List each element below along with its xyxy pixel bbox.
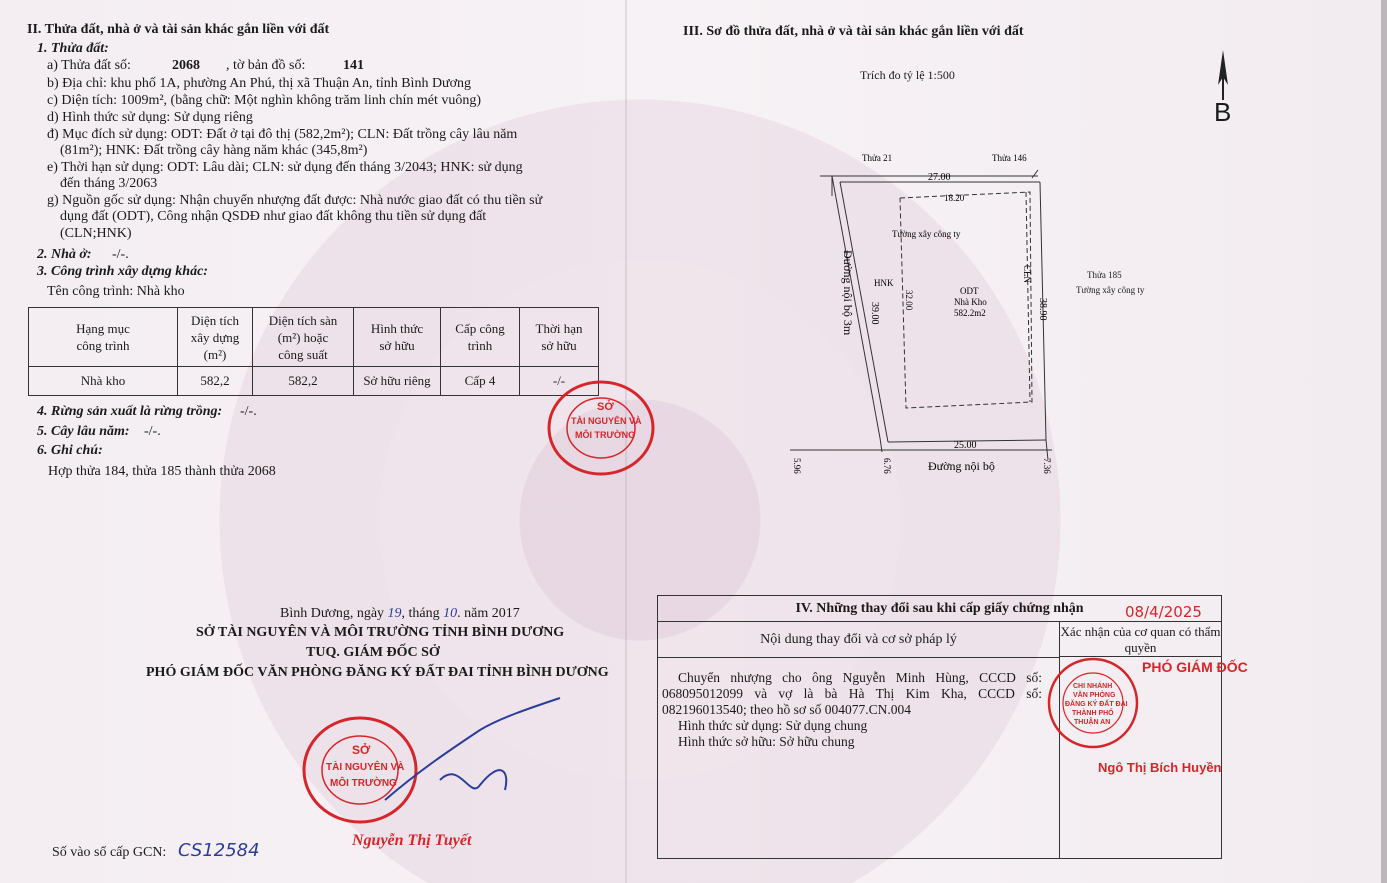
label-dim-right: 38.90: [1037, 298, 1048, 321]
changes-col-content: Nội dung thay đổi và cơ sở pháp lý: [658, 622, 1060, 658]
header-build-area: Diện tích xây dựng (m²): [190, 312, 240, 362]
stamp-2-line-1: SỞ: [352, 743, 371, 757]
header-cell: [29, 308, 178, 367]
date-day: 19: [387, 606, 402, 621]
label-736: 7.36: [1042, 458, 1052, 474]
header-cell: [178, 308, 253, 367]
header-cell: [520, 308, 599, 367]
area: c) Diện tích: 1009m², (bằng chữ: Một nghìn không trăm linh chín mét vuông): [47, 93, 482, 108]
label-road-bottom: Đường nội bộ: [928, 459, 995, 473]
sign-title: PHÓ GIÁM ĐỐC VĂN PHÒNG ĐĂNG KÝ ĐẤT ĐAI TỈNH BÌNH DƯƠNG: [146, 665, 609, 680]
parcel-no: 2068: [172, 58, 200, 73]
label-dim-bottom: 25.00: [954, 440, 977, 451]
label-road-left: Đường nội bộ 3m: [841, 250, 855, 336]
term-2: đến tháng 3/2063: [60, 176, 158, 191]
stamp-3-line-4: THÀNH PHỐ: [1072, 710, 1114, 717]
cell-term: -/-: [520, 367, 599, 396]
header-floor-area: Diện tích sàn (m²) hoặc công suất: [268, 312, 338, 362]
address: b) Địa chỉ: khu phố 1A, phường An Phú, thị xã Thuận An, tỉnh Bình Dương: [47, 76, 472, 91]
changes-content: [662, 670, 1042, 750]
parcel-diagram: [780, 120, 1170, 490]
place-date-label: Bình Dương, ngày: [280, 606, 385, 621]
changes-text: Chuyển nhượng cho ông Nguyễn Minh Hùng, CCCD số: 068095012099 và vợ là bà Hà Thị Kim Kha, CCCD số: 082196013540; theo hồ sơ số 004077.CN.004: [662, 670, 1042, 717]
work-name: Tên công trình: Nhà kho: [47, 284, 185, 299]
stamp-3-line-1: CHI NHÁNH: [1073, 683, 1113, 690]
dashed-cln: [1026, 192, 1030, 402]
label-wall-top: Tường xây công ty: [892, 229, 961, 239]
purpose-1: đ) Mục đích sử dụng: ODT: Đất ở tại đô thị (582,2m²); CLN: Đất trồng cây lâu năm: [47, 127, 518, 142]
changes-col-confirm: Xác nhận của cơ quan có thẩm quyền: [1060, 624, 1221, 655]
label-676: 6.76: [882, 458, 892, 474]
stamp-2-line-3: MÔI TRƯỜNG: [330, 778, 397, 789]
forest-value: -/-.: [240, 404, 257, 419]
cell-build-area: 582,2: [178, 367, 253, 396]
date-month: 10: [443, 606, 458, 621]
stamp-3-line-3: ĐĂNG KÝ ĐẤT ĐAI: [1065, 701, 1128, 708]
label-parcel-21: Thửa 21: [862, 153, 893, 163]
line-t146: [1032, 170, 1038, 178]
notes-text: Hợp thửa 184, thửa 185 thành thửa 2068: [48, 464, 276, 479]
map-no: 141: [343, 58, 364, 73]
label-dim-inner-left: 32.00: [904, 290, 914, 311]
label-hnk: HNK: [874, 278, 894, 288]
term-1: e) Thời hạn sử dụng: ODT: Lâu dài; CLN: sử dụng đến tháng 3/2043; HNK: sử dụng: [47, 160, 523, 175]
sign-org: SỞ TÀI NGUYÊN VÀ MÔI TRƯỜNG TỈNH BÌNH DƯƠNG: [196, 625, 565, 640]
place-date: [280, 606, 520, 622]
origin-3: (CLN;HNK): [60, 226, 132, 241]
label-parcel-146: Thửa 146: [992, 153, 1027, 163]
parcel-label: a) Thửa đất số:: [47, 58, 131, 73]
house-value: -/-.: [112, 247, 129, 262]
sign-tuq: TUQ. GIÁM ĐỐC SỞ: [306, 645, 440, 660]
confirm-title: PHÓ GIÁM ĐỐC: [1142, 659, 1248, 675]
changes-use-form: Hình thức sử dụng: Sử dụng chung: [678, 718, 868, 733]
label-odt-area: 582.2m2: [954, 308, 986, 318]
stamp-3-line-2: VĂN PHÒNG: [1073, 692, 1116, 699]
stamp-1-line-1: SỞ: [597, 401, 614, 413]
other-works-heading: 3. Công trình xây dựng khác:: [37, 264, 208, 279]
year-label: . năm 2017: [457, 606, 520, 621]
label-parcel-185: Thửa 185: [1087, 270, 1122, 280]
stamp-middle: [545, 378, 657, 478]
label-wall-right: Tường xây công ty: [1076, 285, 1145, 295]
signer-name: Nguyễn Thị Tuyết: [352, 832, 472, 849]
stamp-branch: [1045, 655, 1145, 755]
cell-floor-area: 582,2: [253, 367, 354, 396]
stamp-3-line-5: THUẬN AN: [1074, 719, 1111, 726]
header-cell: [354, 308, 441, 367]
perennial-heading: 5. Cây lâu năm:: [37, 424, 130, 439]
confirm-signer: Ngô Thị Bích Huyền: [1098, 760, 1222, 775]
land-heading: 1. Thửa đất:: [37, 41, 109, 56]
table-header-row: [29, 308, 599, 367]
north-label: B: [1214, 97, 1232, 127]
section-2-title: II. Thửa đất, nhà ở và tài sản khác gắn liền với đất: [27, 22, 330, 37]
label-dim-top: 27.00: [928, 172, 951, 183]
signature-scribble-icon: [380, 690, 580, 820]
perennial-value: -/-.: [144, 424, 161, 439]
use-form: d) Hình thức sử dụng: Sử dụng riêng: [47, 110, 253, 125]
header-cell: [441, 308, 520, 367]
gcn-number: CS12584: [178, 840, 260, 861]
label-cln: CLN: [1022, 265, 1032, 283]
stamp-2-line-2: TÀI NGUYÊN VÀ: [326, 762, 405, 773]
cell-grade: Cấp 4: [441, 367, 520, 396]
forest-heading: 4. Rừng sản xuất là rừng trồng:: [37, 404, 223, 419]
cell-item: Nhà kho: [29, 367, 178, 396]
stamp-1-line-3: MÔI TRƯỜNG: [575, 430, 636, 440]
header-term: Thời hạn sở hữu: [535, 321, 583, 353]
stamp-1-line-2: TÀI NGUYÊN VÀ: [571, 416, 642, 426]
section-4-title: IV. Những thay đổi sau khi cấp giấy chứng nhận: [658, 596, 1221, 622]
table-row: [29, 367, 599, 396]
label-dim-left: 39.00: [869, 302, 880, 325]
cell-own-form: Sở hữu riêng: [354, 367, 441, 396]
changes-date: 08/4/2025: [1125, 603, 1202, 621]
month-label: , tháng: [401, 606, 440, 621]
label-dim-inner-top: 18.20: [944, 193, 965, 203]
house-heading: 2. Nhà ở:: [37, 247, 92, 262]
scale-text: Trích đo tỷ lệ 1:500: [860, 68, 955, 82]
map-label: , tờ bản đồ số:: [226, 58, 306, 73]
page-edge: [1381, 0, 1387, 883]
works-table: [28, 307, 599, 396]
header-cell: [253, 308, 354, 367]
header-own-form: Hình thức sở hữu: [370, 321, 424, 353]
origin-2: dụng đất (ODT), Công nhận QSDĐ như giao đất không thu tiền sử dụng đất: [60, 209, 487, 224]
origin-1: g) Nguồn gốc sử dụng: Nhận chuyển nhượng đất được: Nhà nước giao đất có thu tiền sử: [47, 193, 543, 208]
section-3-title: III. Sơ đồ thửa đất, nhà ở và tài sản khác gắn liền với đất: [683, 24, 1024, 39]
header-item: Hạng mục công trình: [76, 321, 130, 353]
notes-heading: 6. Ghi chú:: [37, 443, 103, 458]
header-grade: Cấp công trình: [455, 321, 505, 353]
gcn-label: Số vào sổ cấp GCN:: [52, 845, 167, 860]
changes-own-form: Hình thức sở hữu: Sở hữu chung: [678, 734, 855, 749]
label-odt-use: Nhà Kho: [954, 297, 987, 307]
label-odt: ODT: [960, 286, 979, 296]
label-596: 5.96: [792, 458, 802, 474]
purpose-2: (81m²); HNK: Đất trồng cây hàng năm khác (345,8m²): [60, 143, 368, 158]
